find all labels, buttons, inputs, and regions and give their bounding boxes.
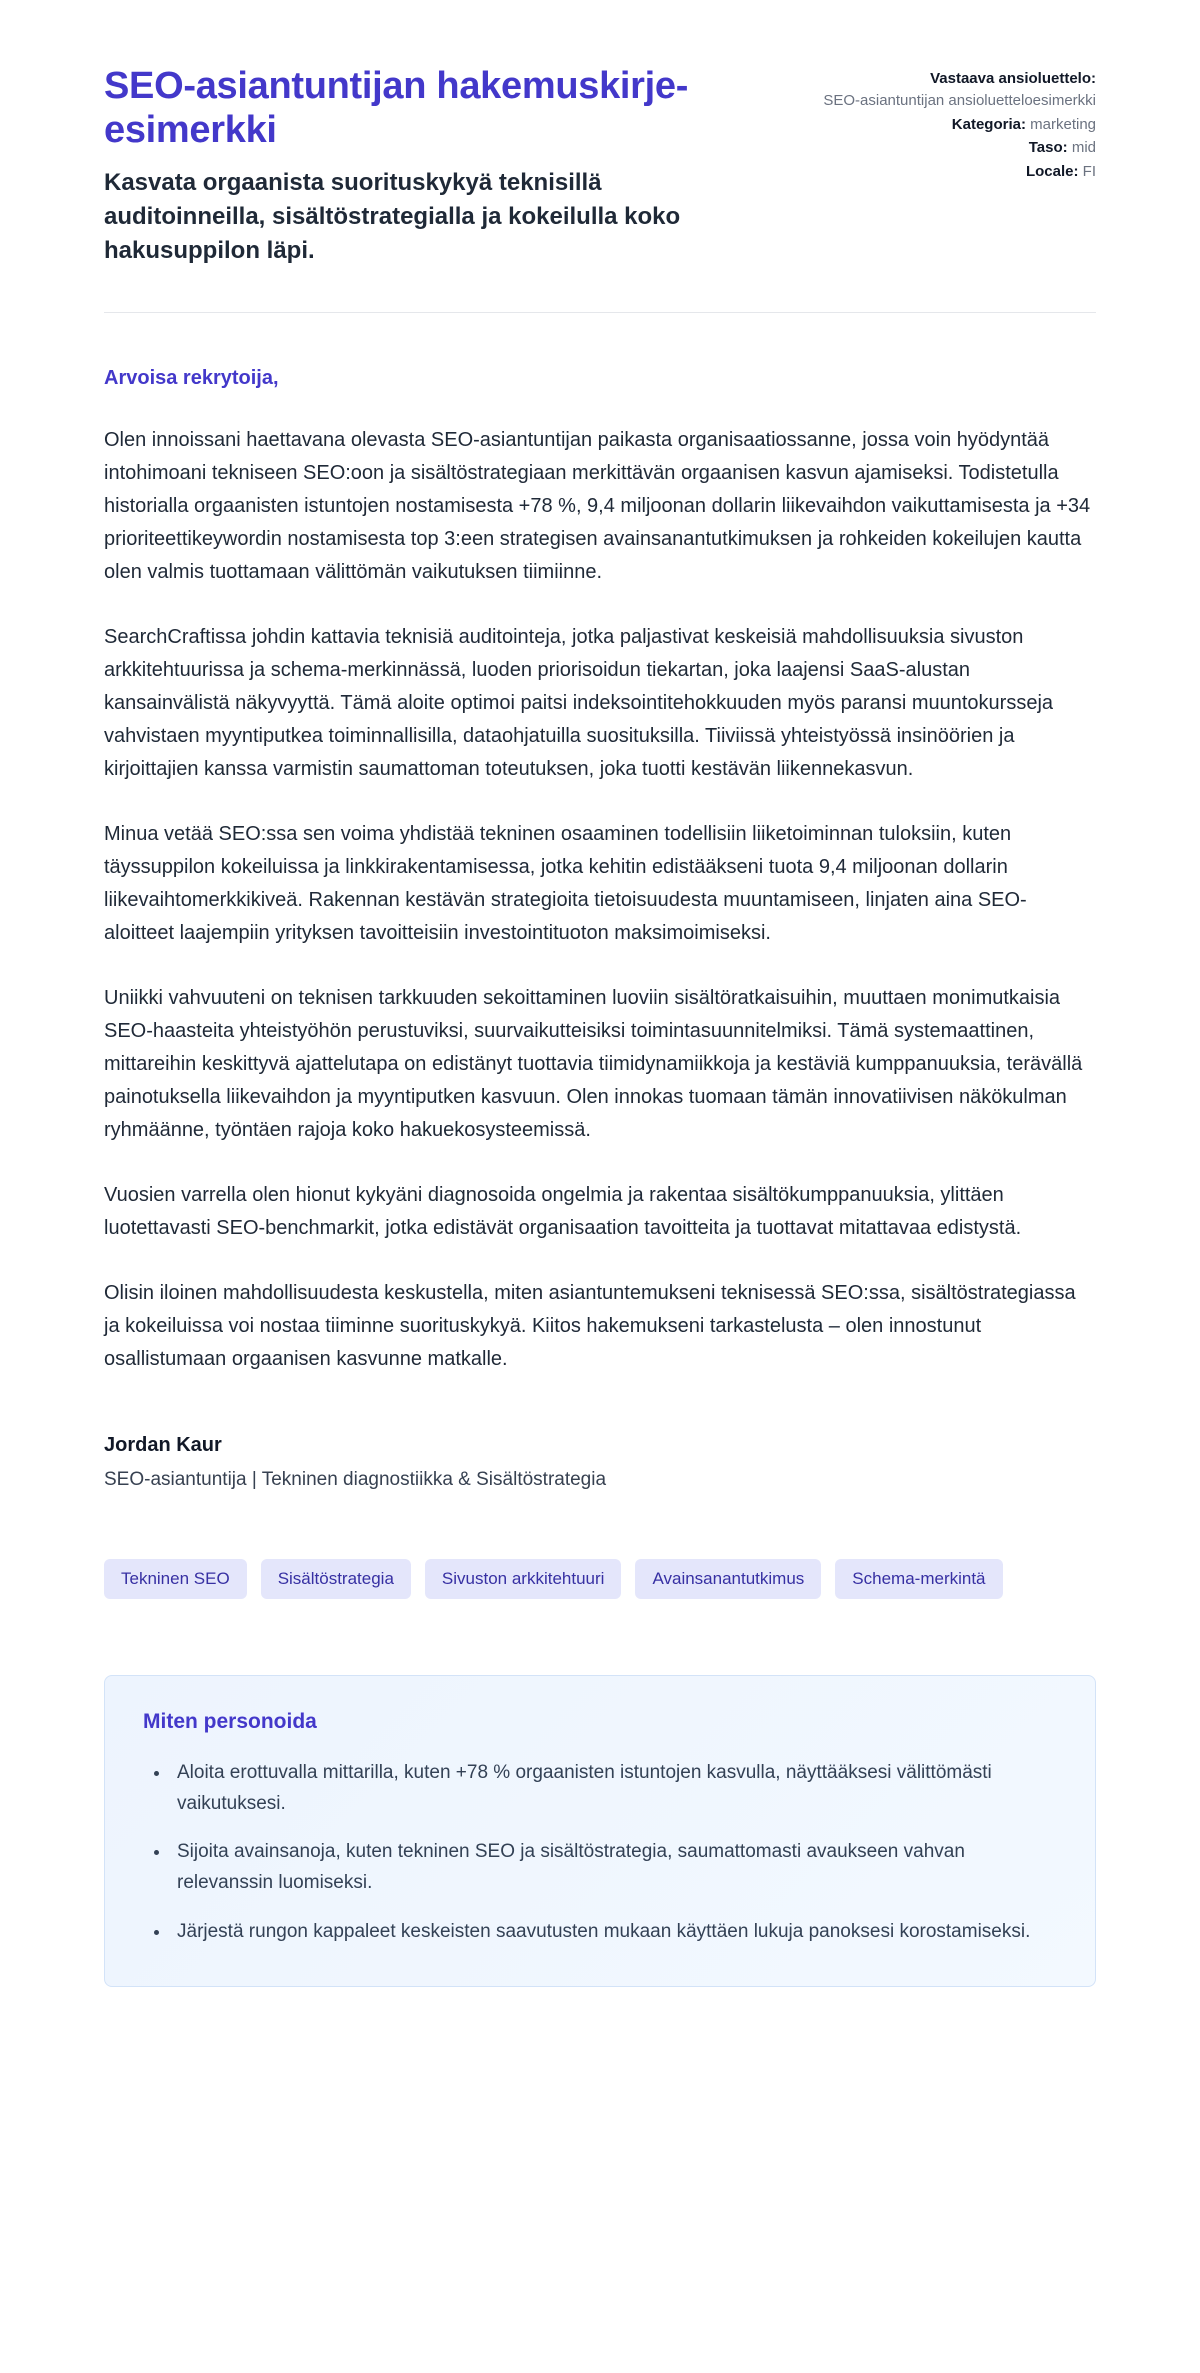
letter-paragraph: Olen innoissani haettavana olevasta SEO-asiantuntijan paikasta organisaatiossanne, jossa voin hyödyntää intohimoani tekniseen SEO:oon ja sisältöstrategiaan merkittävän orgaanisen kasvun ajamiseksi. Todistetulla historialla orgaanisten istuntojen nostamisesta +78 %, 9,4 miljoonan dollarin liikevaihdon vaikuttamisesta ja +34 prioriteettikeywordin nostamisesta top 3:een strategisen avainsanantutkimuksen ja rohkeiden kokeilujen kautta olen valmis tuottamaan välittömän vaikutuksen tiimiinne. bbox=[104, 429, 1091, 584]
page-header bbox=[104, 64, 1096, 268]
tag-list bbox=[104, 1559, 1096, 1599]
letter-paragraph: Minua vetää SEO:ssa sen voima yhdistää tekninen osaaminen todellisiin liiketoiminnan tuloksiin, kuten täyssuppilon kokeiluissa ja linkkirakentamisessa, jotka kehitin edistääkseni tuota 9,4 miljoonan dollarin liikevaihtomerkkikiveä. Rakennan kestävän strategioita tietoisuudesta muuntamiseen, linjaten aina SEO-aloitteet laajempiin yrityksen tavoitteisiin investointituoton maksimoimiseksi. bbox=[104, 823, 1027, 945]
meta-category bbox=[796, 114, 1096, 136]
signature-title: SEO-asiantuntija | Tekninen diagnostiikka & Sisältöstrategia bbox=[104, 1469, 607, 1491]
tag-chip-tekninen-seo[interactable]: Tekninen SEO bbox=[104, 1559, 247, 1599]
meta-locale-value: FI bbox=[1082, 163, 1096, 180]
page-subtitle: Kasvata orgaanista suorituskykyä teknisillä auditoinneilla, sisältöstrategialla ja kokeilulla koko hakusuppilon läpi. bbox=[104, 169, 681, 265]
tag-chip-avainsanantutkimus[interactable]: Avainsanantutkimus bbox=[635, 1559, 821, 1599]
tag-chip-sisaltostrategia[interactable]: Sisältöstrategia bbox=[261, 1559, 411, 1599]
meta-level-label: Taso: bbox=[1028, 139, 1068, 157]
page-title: SEO-asiantuntijan hakemuskirje-esimerkki bbox=[104, 65, 689, 152]
meta-level bbox=[796, 137, 1096, 159]
meta-locale-label: Locale: bbox=[1025, 163, 1079, 180]
tips-title: Miten personoida bbox=[143, 1709, 317, 1733]
letter-greeting: Arvoisa rekrytoija, bbox=[104, 367, 279, 390]
tips-item: • Aloita erottuvalla mittarilla, kuten +78 % orgaanisten istuntojen kasvulla, näyttääksesi välittömästi vaikutuksesi. bbox=[171, 1758, 1057, 1820]
meta-locale bbox=[796, 161, 1096, 183]
meta-resume-label: Vastaava ansioluettelo: bbox=[930, 70, 1096, 87]
meta-category-value: marketing bbox=[1030, 115, 1096, 133]
meta-matching-resume bbox=[796, 68, 1096, 112]
meta-resume-value: SEO-asiantuntijan ansioluetteloesimerkki bbox=[823, 91, 1096, 109]
tips-list bbox=[143, 1758, 1057, 1948]
header-divider bbox=[104, 312, 1096, 313]
letter-paragraph: SearchCraftissa johdin kattavia teknisiä auditointeja, jotka paljastivat keskeisiä mahdollisuuksia sivuston arkkitehtuurissa ja schema-merkinnässä, luoden priorisoidun tiekartan, joka laajensi SaaS-alustan kansainvälistä näkyvyyttä. Tämä aloite optimoi paitsi indeksointitehokkuuden myös paransi muuntokursseja vahvistaen myyntiputkea toiminnallisilla, dataohjatuilla suosituksilla. Tiiviissä yhteistyössä insinöörien ja kirjoittajien kanssa varmistin saumattoman toteutuksen, joka tuotti kestävän liikennekasvun. bbox=[104, 626, 1054, 781]
tag-chip-schema-merkinta[interactable]: Schema-merkintä bbox=[835, 1559, 1002, 1599]
letter-paragraph: Uniikki vahvuuteni on teknisen tarkkuuden sekoittaminen luoviin sisältöratkaisuihin, muuttaen monimutkaisia SEO-haasteita yhteistyöhön perustuviksi, suurvaikutteisiksi toimintasuunnitelmiksi. Tämä systemaattinen, mittareihin keskittyvä ajattelutapa on edistänyt tuottavia tiimidynamiikkoja ja kestäviä kumppanuuksia, terävällä painotuksella liikevaihdon ja myyntiputken kasvuun. Olen innokas tuomaan tämän innovatiivisen näkökulman ryhmäänne, työntäen rajoja koko hakuekosysteemissä. bbox=[104, 987, 1083, 1142]
header-title-block bbox=[104, 64, 734, 268]
tips-panel bbox=[104, 1675, 1096, 1987]
meta-level-value: mid bbox=[1071, 139, 1096, 157]
signature-block bbox=[104, 1434, 1096, 1491]
signature-name: Jordan Kaur bbox=[104, 1434, 222, 1457]
letter-body bbox=[104, 367, 1096, 1491]
tips-item: • Sijoita avainsanoja, kuten tekninen SEO ja sisältöstrategia, saumattomasti avaukseen vahvan relevanssin luomiseksi. bbox=[171, 1837, 1057, 1899]
letter-paragraph: Vuosien varrella olen hionut kykyäni diagnosoida ongelmia ja rakentaa sisältökumppanuuksia, ylittäen luotettavasti SEO-benchmarkit, jotka edistävät organisaation tavoitteita ja tuottavat mitattavaa edistystä. bbox=[104, 1184, 1022, 1240]
meta-category-label: Kategoria: bbox=[951, 115, 1026, 133]
tag-chip-sivuston-arkkitehtuuri[interactable]: Sivuston arkkitehtuuri bbox=[425, 1559, 622, 1599]
meta-panel bbox=[796, 64, 1096, 183]
tips-item: • Järjestä rungon kappaleet keskeisten saavutusten mukaan käyttäen lukuja panoksesi korostamiseksi. bbox=[171, 1917, 1057, 1948]
letter-paragraph: Olisin iloinen mahdollisuudesta keskustella, miten asiantuntemukseni teknisessä SEO:ssa, sisältöstrategiassa ja kokeiluissa voi nostaa tiiminne suorituskykyä. Kiitos hakemukseni tarkastelusta – olen innostunut osallistumaan orgaanisen kasvunne matkalle. bbox=[104, 1282, 1076, 1371]
